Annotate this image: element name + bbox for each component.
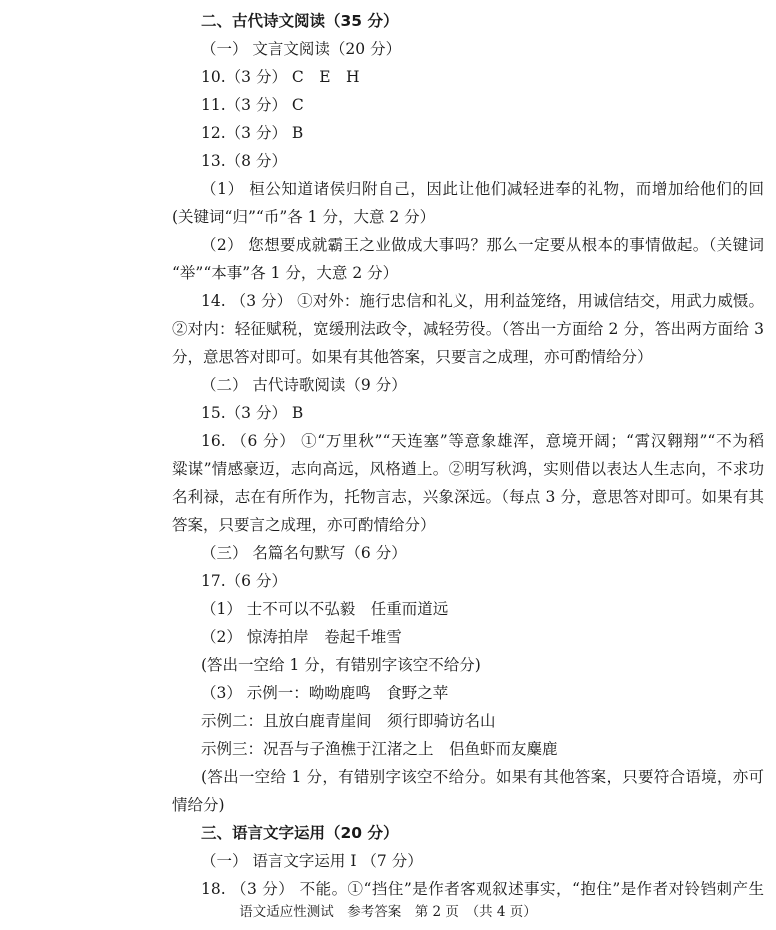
subsection-heading-poetry: （二） 古代诗歌阅读（9 分）: [201, 376, 407, 394]
answer-q17-part3-scoring: (答出一空给 1 分，有错别字该空不给分。如果有其他答案，只要符合语境，亦可: [201, 768, 764, 786]
answer-q13-part2: （2） 您想要成就霸王之业做成大事吗？那么一定要从根本的事情做起。（关键词: [201, 236, 764, 254]
answer-q11: 11.（3 分） C: [201, 96, 304, 114]
page-footer: 语文适应性测试 参考答案 第 2 页 （共 4 页）: [239, 904, 537, 920]
answer-q17-part2: （2） 惊涛拍岸 卷起千堆雪: [201, 628, 402, 646]
answer-q17-part3-example2: 示例二：且放白鹿青崖间 须行即骑访名山: [201, 712, 496, 730]
answer-q16-line1: 16. （6 分） ①“万里秋”“天连塞”等意象雄浑，意境开阔；“霄汉翱翔”“不为稻: [201, 432, 764, 450]
answer-q10: 10.（3 分） C E H: [201, 68, 360, 86]
answer-q14-line2: ②对内：轻征赋税，宽缓刑法政令，减轻劳役。（答出一方面给 2 分，答出两方面给 3: [172, 320, 764, 338]
section-heading-language-use: 三、语言文字运用（20 分）: [201, 824, 399, 842]
answer-q17-part1: （1） 士不可以不弘毅 任重而道远: [201, 600, 449, 618]
subsection-heading-language-use-1: （一） 语言文字运用 Ⅰ （7 分）: [201, 852, 423, 870]
answer-q14-line1: 14. （3 分） ①对外：施行忠信和礼义，用利益笼络，用诚信结交，用武力威慑。: [201, 292, 764, 310]
answer-q13-part1-scoring: (关键词“归”“币”各 1 分，大意 2 分）: [172, 208, 436, 226]
answer-q14-line3: 分，意思答对即可。如果有其他答案，只要言之成理，亦可酌情给分）: [172, 348, 653, 366]
answer-q16-line2: 粱谋”情感豪迈，志向高远，风格遒上。②明写秋鸿，实则借以表达人生志向，不求功: [172, 460, 764, 478]
answer-q17-part3-example3: 示例三：况吾与子渔樵于江渚之上 侣鱼虾而友麋鹿: [201, 740, 558, 758]
subsection-heading-classical-prose: （一） 文言文阅读（20 分）: [201, 40, 402, 58]
answer-q12: 12.（3 分） B: [201, 124, 304, 142]
answer-q15: 15.（3 分） B: [201, 404, 304, 422]
answer-q13-header: 13.（8 分）: [201, 152, 287, 170]
subsection-heading-recitation: （三） 名篇名句默写（6 分）: [201, 544, 407, 562]
answer-q18-line1: 18. （3 分） 不能。①“挡住”是作者客观叙述事实，“抱住”是作者对铃铛刺产生: [201, 880, 764, 898]
answer-q13-part2-scoring: “举”“本事”各 1 分，大意 2 分）: [172, 264, 399, 282]
answer-q17-scoring-note: (答出一空给 1 分，有错别字该空不给分): [201, 656, 481, 674]
answer-q13-part1: （1） 桓公知道诸侯归附自己，因此让他们减轻进奉的礼物，而增加给他们的回: [201, 180, 764, 198]
answer-q16-line3: 名利禄，志在有所作为，托物言志，兴象深远。（每点 3 分，意思答对即可。如果有其: [172, 488, 764, 506]
section-heading-classical-reading: 二、古代诗文阅读（35 分）: [201, 12, 399, 30]
answer-q17-part3-scoring-end: 情给分): [172, 796, 225, 814]
answer-q17-header: 17.（6 分）: [201, 572, 287, 590]
answer-q16-line4: 答案，只要言之成理，亦可酌情给分）: [172, 516, 436, 534]
answer-q17-part3-example1: （3） 示例一：呦呦鹿鸣 食野之苹: [201, 684, 449, 702]
